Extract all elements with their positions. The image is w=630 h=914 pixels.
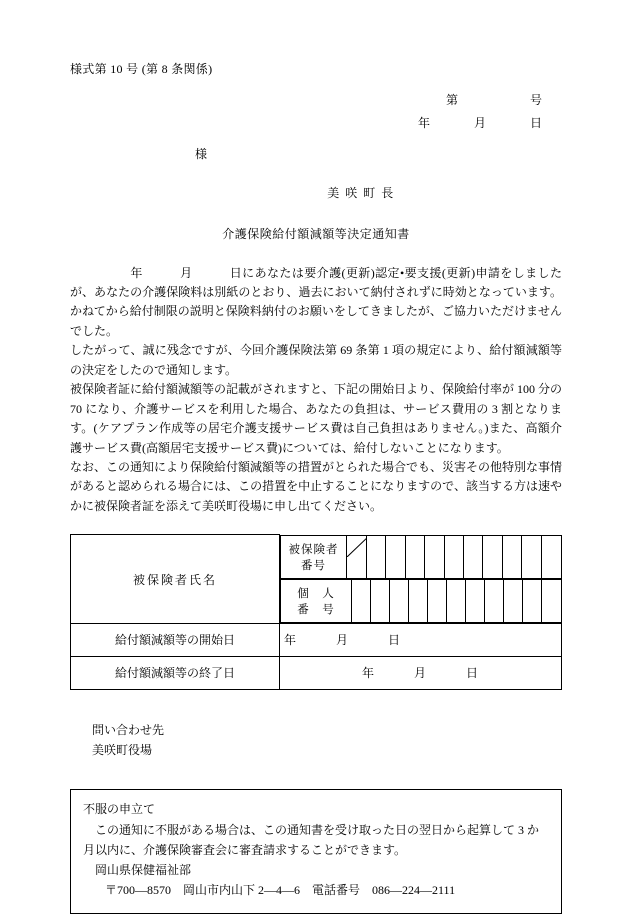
paragraph-3: 被保険者証に給付額減額等の記載がされますと、下記の開始日より、保険給付率が 100 分の 70 になり、介護サービスを利用した場合、あなたの負担は、サービス費用の 3 割となります。(ケアプラン作成等の居宅介護支援サービス費は自己負担はありません。)また、高額介護サービス費(高額居宅支援サービス費)については、給付しないことになります。 [70,382,563,455]
personal-number-box[interactable] [504,579,523,622]
insured-number-box[interactable] [386,535,405,578]
personal-number-box[interactable] [371,579,390,622]
insured-number-box[interactable] [425,535,444,578]
header-right-block [70,89,562,135]
insured-number-box[interactable] [463,535,482,578]
paragraph-1 [70,264,562,342]
table-row [281,579,562,622]
table-row [71,535,562,579]
insured-number-label: 被保険者番号 [281,535,347,578]
insured-name-label: 被保険者氏名 [71,535,280,624]
decision-table [70,534,562,690]
insured-number-box[interactable] [502,535,521,578]
personal-number-box[interactable] [428,579,447,622]
insured-number-box[interactable] [541,535,561,578]
document-date-line: 年 月 日 [417,115,544,130]
insured-number-box[interactable] [444,535,463,578]
personal-number-grid [280,579,562,623]
insured-number-box[interactable] [366,535,385,578]
personal-number-box[interactable] [466,579,485,622]
appeal-address: 〒700—8570 岡山市内山下 2—4—6 電話番号 086—224—2111 [105,882,456,897]
personal-number-cell [280,579,562,624]
personal-number-label: 個 人 番 号 [281,579,352,622]
personal-number-box[interactable] [390,579,409,622]
paragraph-1-text: にあなたは要介護(更新)認定•要支援(更新)申請をしましたが、あなたの介護保険料は別紙のとおり、過去において納付されずに時効となっています。かねてから給付制限の説明と保険料納付のお願いをしてきましたが、ご協力いただけませんでした。 [70,265,562,338]
slash-cell [347,535,366,578]
personal-number-box[interactable] [409,579,428,622]
contact-label: 問い合わせ先 [92,722,165,737]
paragraph-1-date: 年 月 日 [130,265,243,280]
start-date-value[interactable]: 年 月 日 [280,623,562,656]
insured-number-cell [280,535,562,579]
insured-number-grid [280,535,562,579]
appeal-text: この通知に不服がある場合は、この通知書を受け取った日の翌日から起算して 3 か月以内に、介護保険審査会に審査請求することができます。 [83,823,540,858]
contact-office: 美咲町役場 [92,743,153,758]
diagonal-line-icon [347,536,366,557]
start-date-label: 給付額減額等の開始日 [71,623,280,656]
appeal-organization: 岡山県保健福祉部 [95,862,192,877]
insured-number-box[interactable] [405,535,424,578]
document-number-line: 第 号 [445,93,544,107]
contact-block [70,720,562,761]
body-text [70,264,562,517]
page-title: 介護保険給付額減額等決定通知書 [222,226,410,241]
insured-number-box[interactable] [522,535,541,578]
insured-number-box[interactable] [483,535,502,578]
appeal-box [70,789,562,914]
addressee-line: 様 [195,146,208,161]
personal-number-box[interactable] [485,579,504,622]
form-number: 様式第 10 号 (第 8 条関係) [70,62,213,76]
paragraph-4: なお、この通知により保険給付額減額等の措置がとられた場合でも、災害その他特別な事情があると認められる場合には、この措置を中止することになりますので、該当する方は速やかに被保険者証を添えて美咲町役場に申し出てください。 [70,459,563,513]
table-row [71,623,562,656]
personal-number-box[interactable] [523,579,542,622]
personal-number-box[interactable] [351,579,370,622]
end-date-value[interactable]: 年 月 日 [280,656,562,689]
end-date-label: 給付額減額等の終了日 [71,656,280,689]
document-body [70,60,562,914]
paragraph-2: したがって、誠に残念ですが、今回介護保険法第 69 条第 1 項の規定により、給付額減額等の決定をしたので通知します。 [70,343,562,377]
issuer-line: 美 咲 町 長 [327,185,395,200]
appeal-title: 不服の申立て [83,801,156,816]
personal-number-box[interactable] [447,579,466,622]
table-row [281,535,562,578]
table-row [71,656,562,689]
personal-number-box[interactable] [542,579,561,622]
